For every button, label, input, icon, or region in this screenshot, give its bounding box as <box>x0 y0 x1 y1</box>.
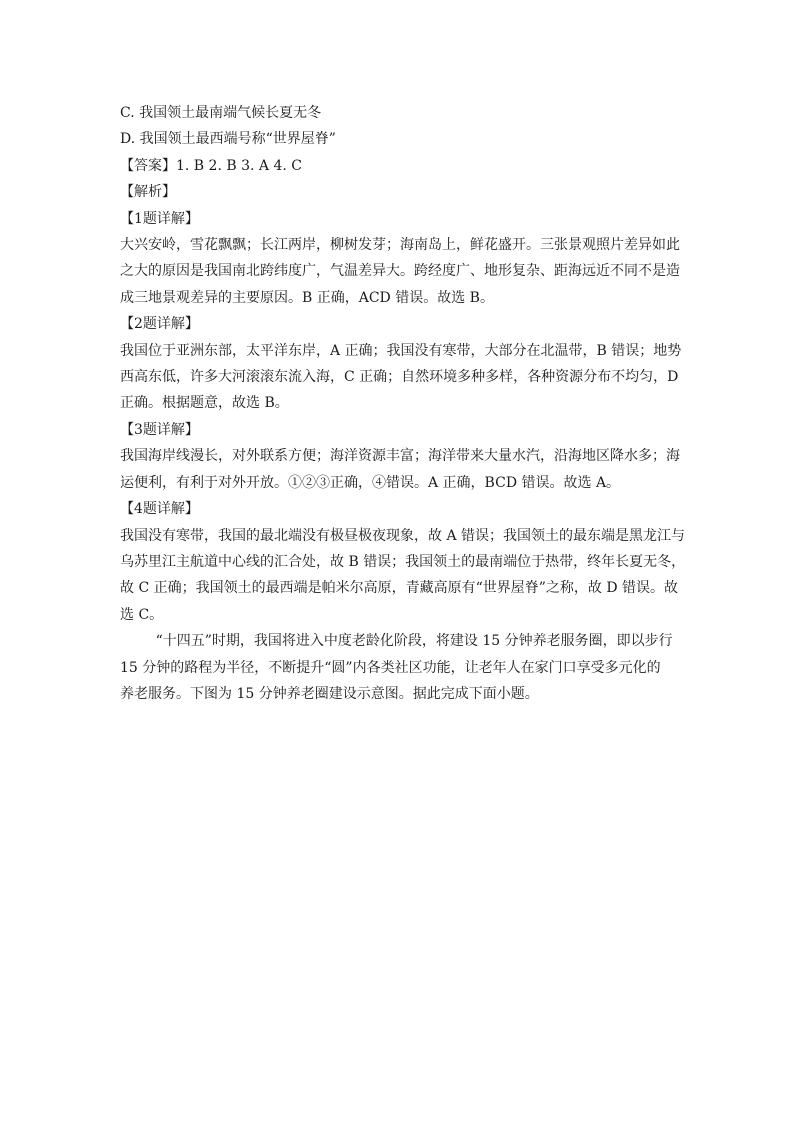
q4-line: 故 C 正确；我国领土的最西端是帕米尔高原，青藏高原有“世界屋脊”之称，故 D 错误。故 <box>120 580 679 597</box>
intro-line: “十四五”时期，我国将进入中度老龄化阶段，将建设 15 分钟养老服务圈，即以步行 <box>120 633 673 650</box>
q2-line: 正确。根据题意，故选 B。 <box>120 395 289 412</box>
q1-title: 【1题详解】 <box>120 210 199 227</box>
q1-line: 大兴安岭，雪花飘飘；长江两岸，柳树发芽；海南岛上，鲜花盛开。三张景观照片差异如此 <box>120 237 680 254</box>
intro-line: 养老服务。下图为 15 分钟养老圈建设示意图。据此完成下面小题。 <box>120 685 539 702</box>
q2-title: 【2题详解】 <box>120 316 199 333</box>
q3-line: 运便利，有利于对外开放。①②③正确，④错误。A 正确，BCD 错误。故选 A。 <box>120 474 621 491</box>
q4-line: 我国没有寒带，我国的最北端没有极昼极夜现象，故 A 错误；我国领土的最东端是黑龙江与 <box>120 527 686 544</box>
analysis-title: 【解析】 <box>120 184 176 201</box>
q3-line: 我国海岸线漫长，对外联系方便；海洋资源丰富；海洋带来大量水汽，沿海地区降水多；海 <box>120 448 680 465</box>
q4-title: 【4题详解】 <box>120 501 199 518</box>
option-d: D. 我国领土最西端号称“世界屋脊” <box>120 131 336 148</box>
q1-line: 成三地景观差异的主要原因。B 正确，ACD 错误。故选 B。 <box>120 289 494 306</box>
document-page <box>120 100 686 707</box>
q2-line: 我国位于亚洲东部，太平洋东岸，A 正确；我国没有寒带，大部分在北温带，B 错误；地势 <box>120 342 682 359</box>
q4-line: 乌苏里江主航道中心线的汇合处，故 B 错误；我国领土的最南端位于热带，终年长夏无冬， <box>120 553 686 570</box>
option-c: C. 我国领土最南端气候长夏无冬 <box>120 105 322 121</box>
q1-line: 之大的原因是我国南北跨纬度广，气温差异大。跨经度广、地形复杂、距海远近不同不是造 <box>120 263 680 280</box>
answer-line: 【答案】1. B 2. B 3. A 4. C <box>120 157 302 174</box>
intro-line: 15 分钟的路程为半径，不断提升“圆”内各类社区功能，让老年人在家门口享受多元化的 <box>120 659 661 676</box>
q3-title: 【3题详解】 <box>120 421 199 438</box>
q2-line: 西高东低，许多大河滚滚东流入海，C 正确；自然环境多种多样，各种资源分布不均匀，D <box>120 369 679 386</box>
q4-line: 选 C。 <box>120 606 164 623</box>
